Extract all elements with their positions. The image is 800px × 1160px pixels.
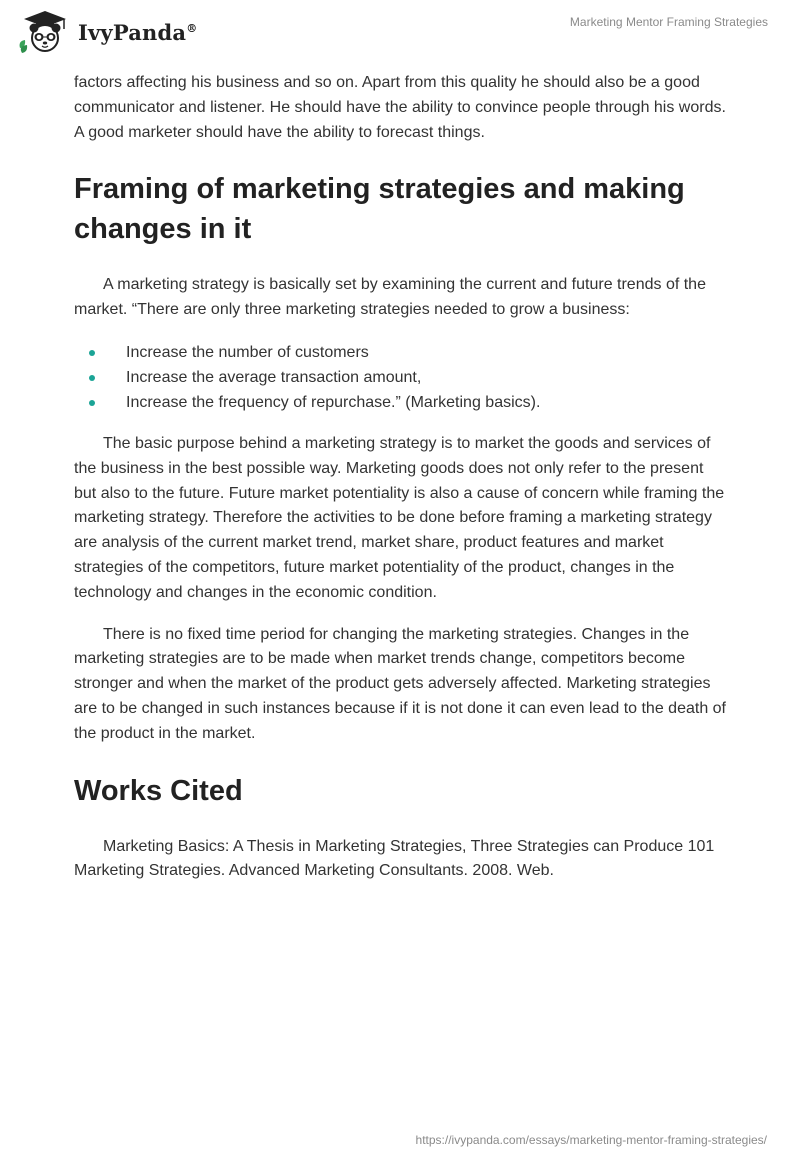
list-item: Increase the frequency of repurchase.” (Marketing basics). [74,390,726,415]
section-heading-works-cited: Works Cited [74,774,243,807]
bullet-dot-icon [89,400,95,406]
page-header [0,0,800,70]
essay-body [74,71,726,884]
document-title: Marketing Mentor Framing Strategies [569,15,768,29]
brand-name: IvyPanda® [78,19,198,45]
citation-entry: Marketing Basics: A Thesis in Marketing Strategies, Three Strategies can Produce 101 Marketing Strategies. Advanced Marketing Consultants. 2008. Web. [74,837,715,880]
source-url-link[interactable]: https://ivypanda.com/essays/marketing-mentor-framing-strategies/ [415,1133,767,1147]
strategy-bullet-list [74,340,726,415]
section-heading-framing: Framing of marketing strategies and making changes in it [74,173,685,246]
paragraph-changes: There is no fixed time period for changing the marketing strategies. Changes in the marketing strategies are to be made when market trends change, competitors become stronger and when the market of the product gets adversely affected. Marketing strategies are to be changed in such instances because if it is not done it can even lead to the death of the product in the market. [74,625,726,742]
paragraph-purpose: The basic purpose behind a marketing strategy is to market the goods and services of the business in the best possible way. Marketing goods does not only refer to the present but also to the future. Future market potentiality is also a cause of concern while framing the marketing strategy. Therefore the activities to be done before framing a marketing strategy are analysis of the current market trend, market share, product features and market strategies of the competitors, future market potentiality of the product, changes in the technology and changes in the economic condition. [74,434,725,601]
intro-paragraph: factors affecting his business and so on. Apart from this quality he should also be a good communicator and listener. He should have the ability to convince people through his words. A good marketer should have the ability to forecast things. [74,74,726,141]
list-item: Increase the number of customers [74,340,726,365]
paragraph-strategy-intro: A marketing strategy is basically set by examining the current and future trends of the market. “There are only three marketing strategies needed to grow a business: [74,276,706,319]
bullet-dot-icon [89,375,95,381]
panda-graduate-icon [16,10,74,54]
list-item: Increase the average transaction amount, [74,365,726,390]
brand-logo[interactable] [16,10,197,54]
bullet-dot-icon [89,350,95,356]
